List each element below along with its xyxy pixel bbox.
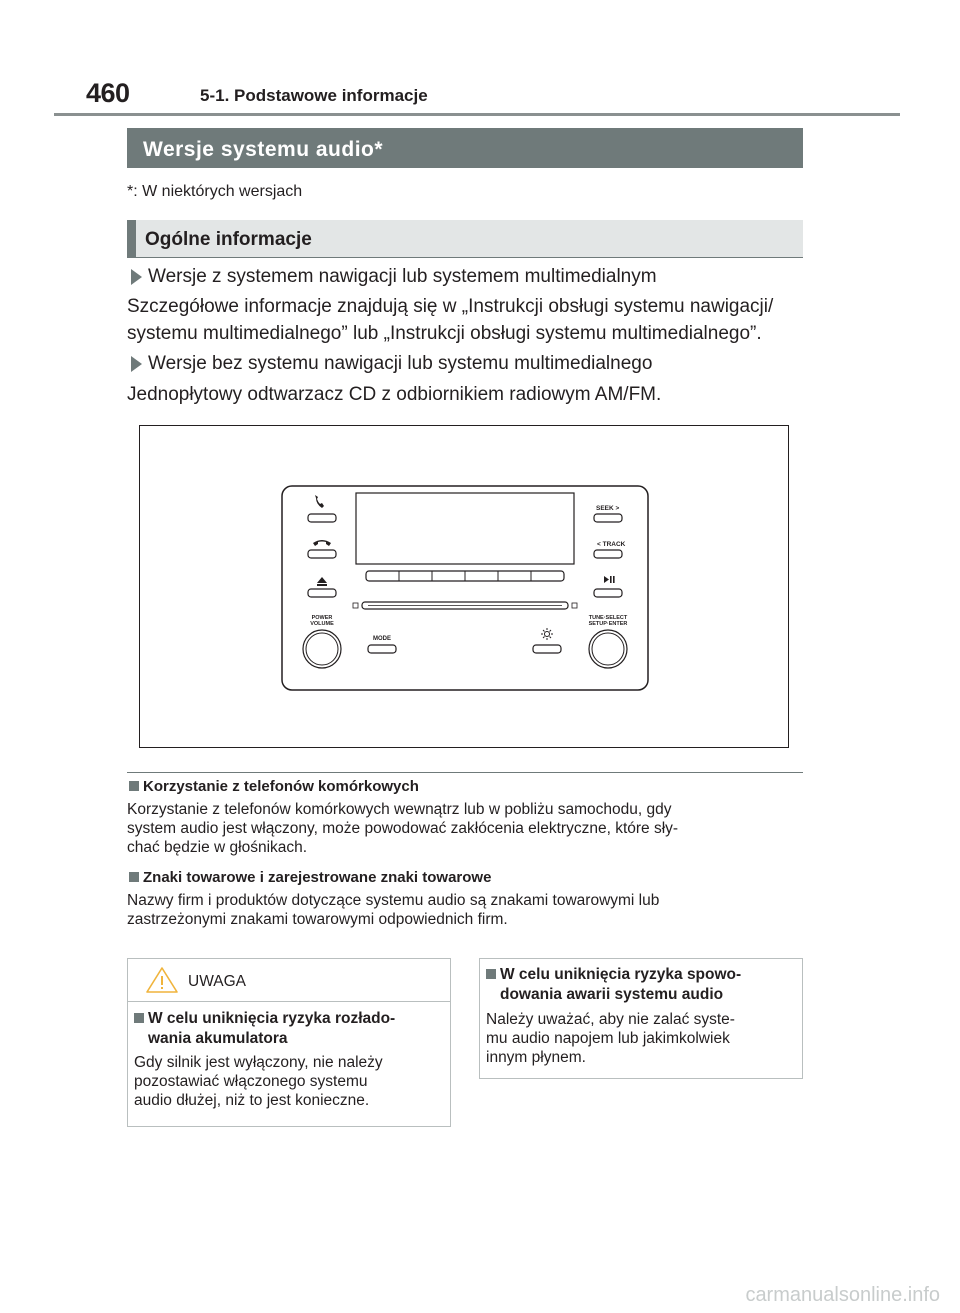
header-divider <box>54 113 900 116</box>
track-label: < TRACK <box>597 541 626 548</box>
bullet-arrow-icon <box>131 356 142 372</box>
subsection-accent <box>127 220 136 258</box>
bullet-label: Wersje bez systemu nawigacji lub systemu multimedialnego <box>148 353 653 374</box>
warning-triangle-icon <box>145 966 179 994</box>
note-text: Nazwy firm i produktów dotyczące systemu audio są znakami towarowymi lub zastrzeżonymi znakami towarowymi odpowiednich firm. <box>127 892 660 928</box>
seek-button <box>594 505 622 522</box>
square-bullet-icon <box>129 872 139 882</box>
paragraph-line: Szczegółowe informacje znajdują się w „Instrukcji obsługi systemu nawigacji/ <box>127 296 774 317</box>
caution-title: UWAGA <box>188 973 246 990</box>
watermark: carmanualsonline.info <box>745 1284 940 1306</box>
mode-label: MODE <box>373 636 391 642</box>
tune-knob <box>589 630 627 668</box>
caution-text: Gdy silnik jest wyłączony, nie należy pozostawiać włączonego systemu audio dłużej, niż to jest konieczne. <box>134 1054 383 1109</box>
audio-unit-illustration <box>140 426 787 746</box>
volume-label: VOLUME <box>310 621 334 627</box>
mode-button <box>368 645 396 653</box>
chapter-title: 5-1. Podstawowe informacje <box>200 86 428 105</box>
subsection-title: Ogólne informacje <box>145 229 312 250</box>
paragraph-line: systemu multimedialnego” lub „Instrukcji obsługi systemu multimedialnego”. <box>127 323 762 344</box>
note-heading: Korzystanie z telefonów komórkowych <box>129 778 419 795</box>
section-title: Wersje systemu audio* <box>143 138 384 161</box>
notice-heading: W celu uniknięcia ryzyka spowo- dowania awarii systemu audio <box>486 965 801 1005</box>
seek-label: SEEK > <box>596 505 620 512</box>
setup-enter-label: SETUP·ENTER <box>588 621 628 627</box>
display-screen <box>356 493 574 564</box>
bullet-label: Wersje z systemem nawigacji lub systemem multimedialnym <box>148 266 657 287</box>
square-bullet-icon <box>486 969 496 979</box>
caution-header <box>128 959 450 1002</box>
paragraph-line: Jednopłytowy odtwarzacz CD z odbiornikiem radiowym AM/FM. <box>127 384 662 405</box>
audio-unit-figure <box>139 425 789 748</box>
caution-box <box>127 958 451 1127</box>
power-label: POWER <box>311 615 333 621</box>
notes-divider <box>127 772 803 773</box>
tune-select-label: TUNE·SELECT <box>588 615 628 621</box>
note-text: Korzystanie z telefonów komórkowych wewnątrz lub w pobliżu samochodu, gdy system audio jest włączony, może powodować zakłócenia elektryczne, które sły- chać będzie w głośnikach. <box>127 801 679 856</box>
note-heading: Znaki towarowe i zarejestrowane znaki towarowe <box>129 869 491 886</box>
volume-knob <box>303 630 341 668</box>
paragraph <box>127 381 807 408</box>
square-bullet-icon <box>134 1013 144 1023</box>
paragraph <box>127 293 807 347</box>
footnote: *: W niektórych wersjach <box>127 183 303 200</box>
page-number: 460 <box>86 78 130 108</box>
brightness-button <box>533 645 561 653</box>
caution-heading: W celu uniknięcia ryzyka rozłado- wania akumulatora <box>134 1009 449 1049</box>
bullet-arrow-icon <box>131 269 142 285</box>
square-bullet-icon <box>129 781 139 791</box>
notice-box <box>479 958 803 1079</box>
notice-text: Należy uważać, aby nie zalać syste- mu audio napojem lub jakimkolwiek innym płynem. <box>486 1011 735 1066</box>
